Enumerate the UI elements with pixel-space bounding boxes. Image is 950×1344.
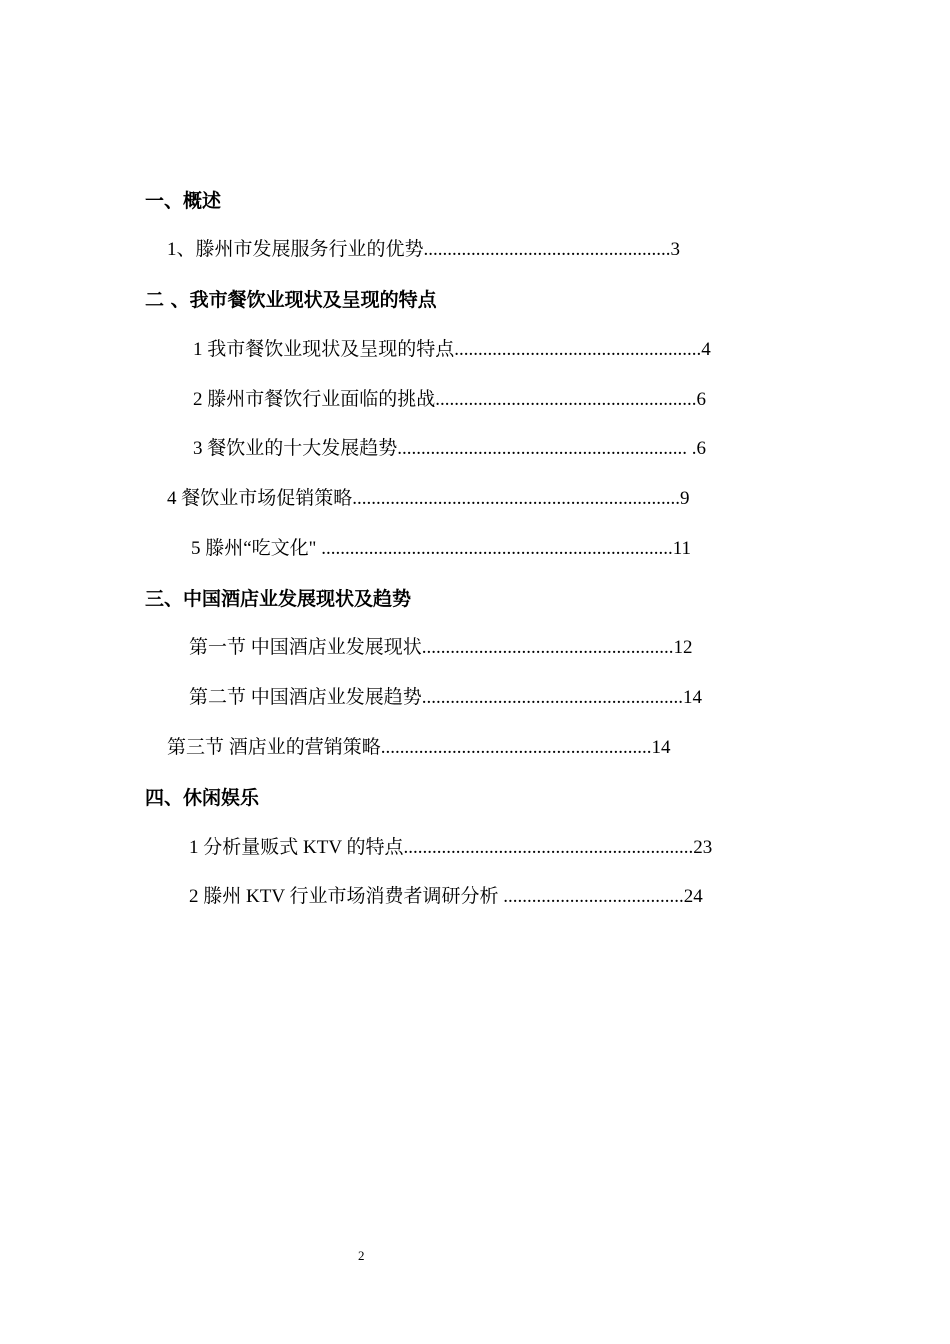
toc-entry	[193, 388, 706, 412]
toc-dot-leader: .....................................................	[421, 637, 674, 658]
toc-entry-title: 1、滕州市发展服务行业的优势	[167, 239, 424, 260]
toc-heading-4: 四、休闲娱乐	[145, 787, 260, 809]
toc-dot-leader: ............................................................. .	[397, 438, 697, 459]
toc-page-number: 14	[651, 737, 671, 758]
toc-dot-leader: .............................................................	[403, 837, 694, 858]
toc-entry-title: 2 滕州市餐饮行业面临的挑战	[193, 389, 436, 410]
toc-dot-leader: .......................................................	[421, 687, 684, 708]
toc-dot-leader: .....................................................................	[352, 488, 681, 509]
toc-heading-2: 二 、我市餐饮业现状及呈现的特点	[145, 289, 437, 311]
toc-entry	[189, 885, 703, 909]
toc-dot-leader: .........................................................	[380, 737, 652, 758]
toc-dot-leader: ....................................................	[423, 239, 671, 260]
toc-page-number: 3	[670, 239, 681, 260]
toc-entry	[193, 437, 706, 461]
toc-entry-title: 4 餐饮业市场促销策略	[167, 488, 353, 509]
toc-heading-3: 三、中国酒店业发展现状及趋势	[145, 588, 412, 610]
toc-page-number: 9	[680, 488, 690, 509]
toc-dot-leader: ......................................	[503, 886, 684, 907]
toc-entry-title: 3 餐饮业的十大发展趋势	[193, 438, 398, 459]
toc-dot-leader: ..........................................................................	[321, 538, 673, 559]
toc-entry	[189, 686, 702, 710]
toc-entry-title: 第三节 酒店业的营销策略	[167, 737, 381, 758]
toc-dot-leader: ....................................................	[454, 339, 702, 360]
toc-page-number: 14	[683, 687, 703, 708]
toc-entry	[167, 487, 690, 511]
toc-heading-1: 一、概述	[145, 190, 222, 212]
toc-entry-title: 第一节 中国酒店业发展现状	[189, 637, 422, 658]
toc-entry-title: 1 分析量贩式 KTV 的特点	[189, 837, 404, 858]
toc-dot-leader: .......................................................	[435, 389, 697, 410]
toc-entry	[193, 338, 711, 362]
toc-page-number: 6	[696, 438, 707, 459]
toc-entry	[189, 836, 712, 860]
toc-page-number: 24	[683, 886, 703, 907]
footer-page-number: 2	[358, 1248, 365, 1263]
toc-entry	[167, 238, 680, 262]
toc-entry	[189, 636, 693, 660]
toc-entry	[191, 537, 691, 561]
toc-page-number: 4	[701, 339, 711, 360]
toc-page-number: 12	[673, 637, 693, 658]
toc-page-number: 11	[672, 538, 691, 559]
toc-entry-title: 1 我市餐饮业现状及呈现的特点	[193, 339, 455, 360]
toc-entry-title: 第二节 中国酒店业发展趋势	[189, 687, 422, 708]
toc-page-number: 23	[693, 837, 713, 858]
toc-entry-title: 2 滕州 KTV 行业市场消费者调研分析	[189, 886, 504, 907]
toc-entry	[167, 736, 671, 760]
toc-entry-title: 5 滕州“吃文化"	[191, 538, 322, 559]
toc-page-number: 6	[696, 389, 707, 410]
